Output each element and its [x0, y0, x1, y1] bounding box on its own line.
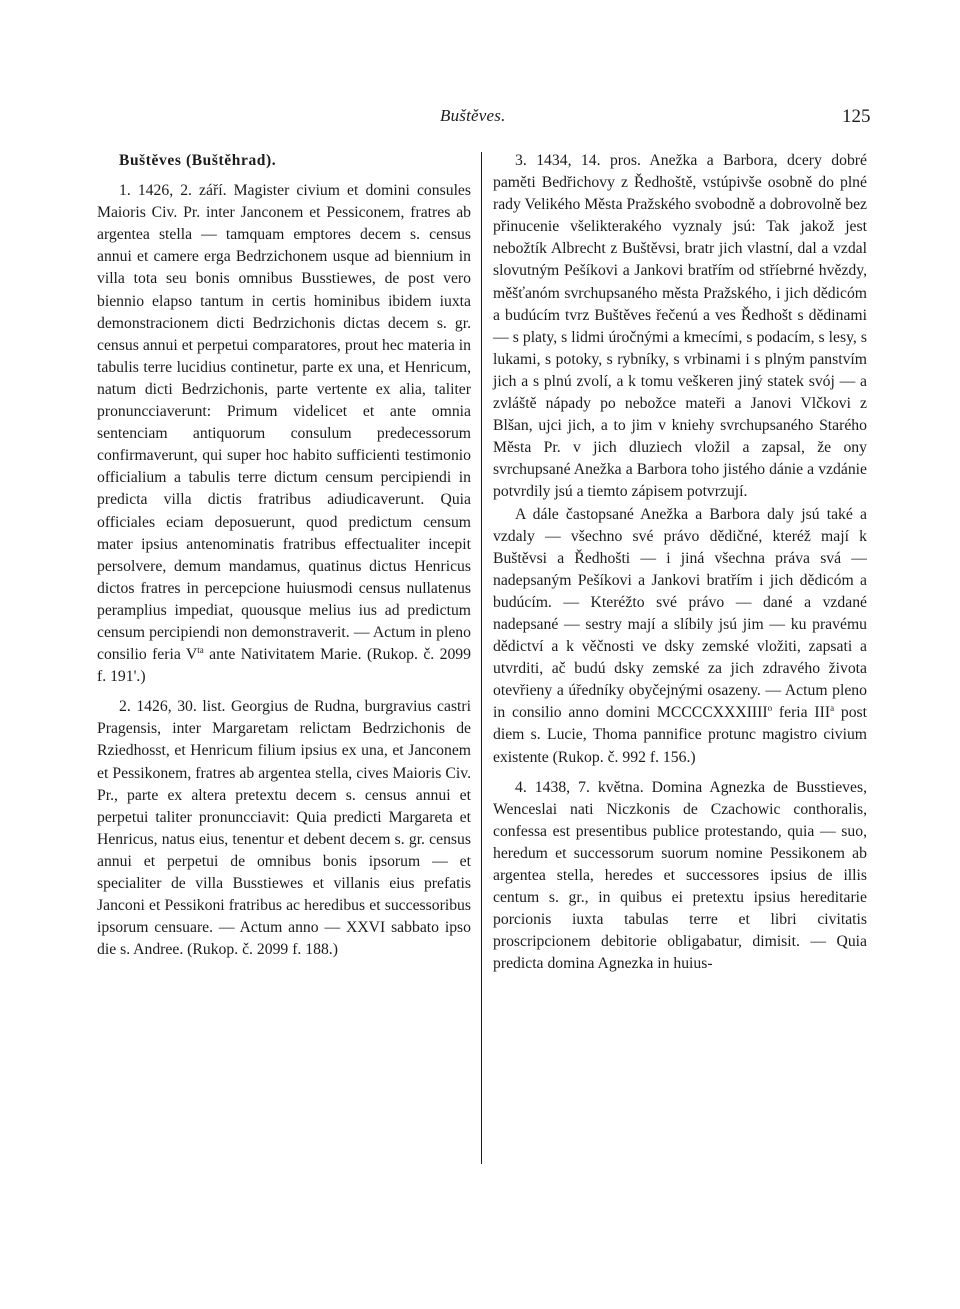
- entry-4: 4. 1438, 7. května. Domina Agnezka de Busstieves, Wenceslai nati Niczkonis de Czachowic conthoralis, confessa est presentibus publice protestando, quia — suo, heredum et successorum suorum nomine Pessikonem ab argentea stella, heredes et successores ipsius de illis centum s. gr., in quibus ei pretextu ipsius hereditarie porcionis iuxta tabulas terre et libri civitatis proscripcionem debitorie obligabatur, dimisit. — Quia predicta domina Agnezka in huius-: [493, 778, 867, 973]
- entry-1: [97, 180, 471, 688]
- entry-3: 3. 1434, 14. pros. Anežka a Barbora, dcery dobré paměti Bedřichovy z Ředhoště, vstúpivše osobně do plné rady Velikého Města Pražského svobodně a dobrovolně bez přinucenie všelikterakého vyznaly jsú: Tak jakož jest nebožtík Albrecht z Buštěvsi, bratr jich vlastní, dal a vzdal slovutným Pešíkovi a Jankovi bratřím od stříebrné hvězdy, měšťanóm svrchupsaného města Pražského, i jich dědicóm a budúcím tvrz Buštěves řečenú a ves Ředhošt s dědinami — s platy, s lidmi úročnými a kmecími, s podacím, s lesy, s lukami, s potoky, s rybníky, s vrbinami i s plným panstvím jich a s plnú zvolí, a k tomu veškeren jiný statek svój — a zvláště nápady po nebožce mateři a Janovi Vlčkovi z Blšan, ujci jich, a to jim v kniehy svrchupsaného Starého Města Pr. v jich dluziech vložil a zapsal, že ony svrchupsané Anežka a Barbora toho jistého dánie a vzdánie potvrdily jsú a tiemto zápisem potvrzují.: [493, 152, 867, 501]
- entry-3b-superscript-2: a: [830, 703, 835, 714]
- column-divider: [481, 152, 482, 1164]
- left-column: [97, 150, 471, 969]
- entry-3b-superscript-1: o: [767, 703, 773, 714]
- entry-1-ending: ante Nativitatem Marie. (Rukop. č. 2099 f. 191'.): [97, 646, 471, 686]
- right-column: [493, 150, 867, 983]
- entry-3b-ending: post diem s. Lucie, Thoma pannifice protunc magistro civium existente (Rukop. č. 992 f. 156.): [493, 704, 868, 766]
- entry-2: 2. 1426, 30. list. Georgius de Rudna, burgravius castri Pragensis, inter Margaretam relictam Bedrzichonis de Rziedhosst, et Henricum filium ipsius ex una, et Janconem et Pessikonem, fratres ab argentea stella, cives Maioris Civ. Pr., parte ex altera pretextu decem s. census annui et perpetui taliter pronuncciavit: Quia predicti Margareta et Henricus, natus eius, tenentur et debent decem s. gr. census annui et perpetui de omnibus bonis ipsorum — et specialiter de villa Busstiewes et villanis eius prefatis Janconi et Pessikoni fratribus ac heredibus et successoribus ipsorum censuare. — Actum anno — XXVI sabbato ipso die s. Andree. (Rukop. č. 2099 f. 188.): [97, 698, 471, 959]
- page-number: 125: [842, 106, 871, 127]
- entry-3-continuation: [493, 504, 867, 769]
- entry-3b-text: A dále častopsané Anežka a Barbora daly jsú také a vzdaly — všechno své právo dědičné, kteréž mají k Buštěvsi a Ředhošti — i jiná všechna práva svá — nadepsaným Pešíkovi a Jankovi bratřím i jich dědicóm a budúcím. — Kteréžto své právo — dané a vzdané nadepsané — sestry mají a slíbily jsú jim — ku pravému dědictví a k věčnosti ve dsky zemské vložiti, zapsati a utvrditi, ač budú dsky zemské za jich zdravého života otevřieny a úředníky obyčejnými osazeny. — Actum pleno in consilio anno domini MCCCCXXXIIII: [493, 505, 867, 722]
- running-head: Buštěves.: [440, 106, 506, 125]
- entry-1-text: 1. 1426, 2. září. Magister civium et domini consules Maioris Civ. Pr. inter Janconem et Pessiconem, fratres ab argentea stella — tamquam emptores decem s. census annui et camere erga Bedrzichonem usque ad biennium in villa tota seu bonis omnibus Busstiewes, de post vero biennio elapso tantum in certis hominibus ibidem iuxta demonstracionem dicti Bedrzichonis dictas decem s. gr. census annui et perpetui comparatores, prout hec materia in tabulis terre lucidius continetur, parte ex una, et Henricum, natum dicti Bedrzichonis, parte vertente ex alia, taliter pronuncciaverunt: Primum videlicet et ante omnia sentenciam antiquorum consulum predecessorum confirmaverunt, qui super hoc habito sufficienti testimonio officialium a tabulis terre dictum censum percipiendi in predicta villa dictis fratribus adiudicaverunt. Quia officiales eciam deposuerunt, quod predictum censum mater ipsius antenominatis fratribus effectualiter incepit persolvere, demum mandamus, quatinus dictus Henricus dictos fratres in percepcione huiusmodi census nullatenus peramplius impediat, quousque melius ius ad predictum censum percipiendi non demonstraverit. — Actum in pleno consilio feria V: [97, 182, 471, 664]
- entry-3b-middle: feria III: [772, 704, 831, 722]
- section-title: Buštěves (Buštěhrad).: [119, 152, 277, 169]
- entry-1-superscript: ta: [197, 644, 204, 655]
